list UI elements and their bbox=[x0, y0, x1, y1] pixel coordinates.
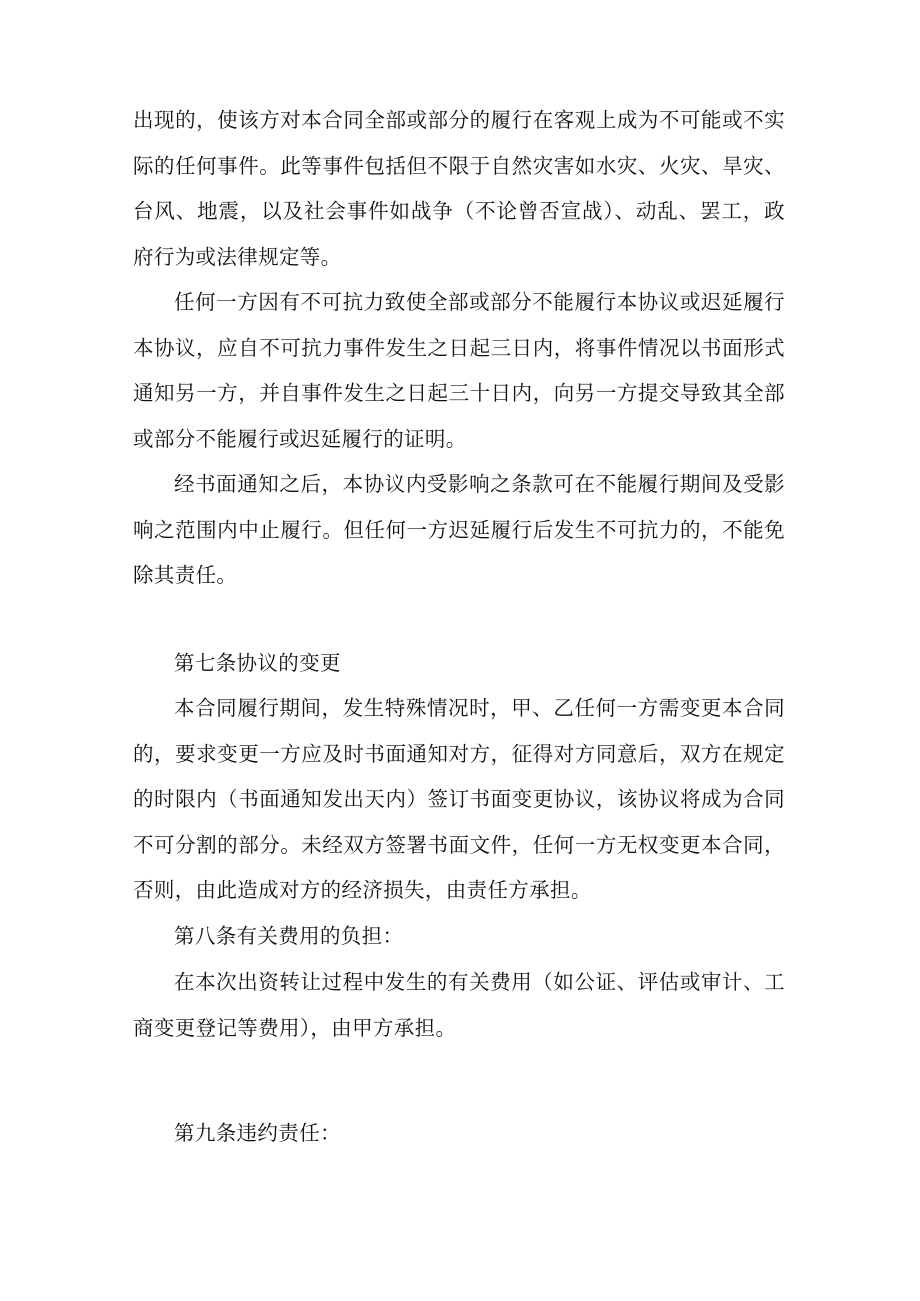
article-8-body: 在本次出资转让过程中发生的有关费用（如公证、评估或审计、工商变更登记等费用），由甲方承担。 bbox=[133, 970, 785, 1040]
article-9-heading: 第九条违约责任： bbox=[174, 1121, 341, 1145]
paragraph-force-majeure-notice: 任何一方因有不可抗力致使全部或部分不能履行本协议或迟延履行本协议，应自不可抗力事件发生之日起三日内，将事件情况以书面形式通知另一方，并自事件发生之日起三十日内，向另一方提交导致其全部或部分不能履行或迟延履行的证明。 bbox=[133, 290, 785, 451]
article-8-heading: 第八条有关费用的负担： bbox=[174, 924, 404, 948]
paragraph-force-majeure-suspension: 经书面通知之后，本协议内受影响之条款可在不能履行期间及受影响之范围内中止履行。但任何一方迟延履行后发生不可抗力的，不能免除其责任。 bbox=[133, 472, 785, 587]
paragraph-force-majeure-definition: 出现的，使该方对本合同全部或部分的履行在客观上成为不可能或不实际的任何事件。此等事件包括但不限于自然灾害如水灾、火灾、旱灾、台风、地震，以及社会事件如战争（不论曾否宣战）、动乱、罢工，政府行为或法律规定等。 bbox=[133, 108, 785, 269]
article-7-body: 本合同履行期间，发生特殊情况时，甲、乙任何一方需变更本合同的，要求变更一方应及时书面通知对方，征得对方同意后，双方在规定的时限内（书面通知发出天内）签订书面变更协议，该协议将成为合同不可分割的部分。未经双方签署书面文件，任何一方无权变更本合同，否则，由此造成对方的经济损失，由责任方承担。 bbox=[133, 696, 785, 902]
article-7-heading: 第七条协议的变更 bbox=[174, 651, 341, 675]
